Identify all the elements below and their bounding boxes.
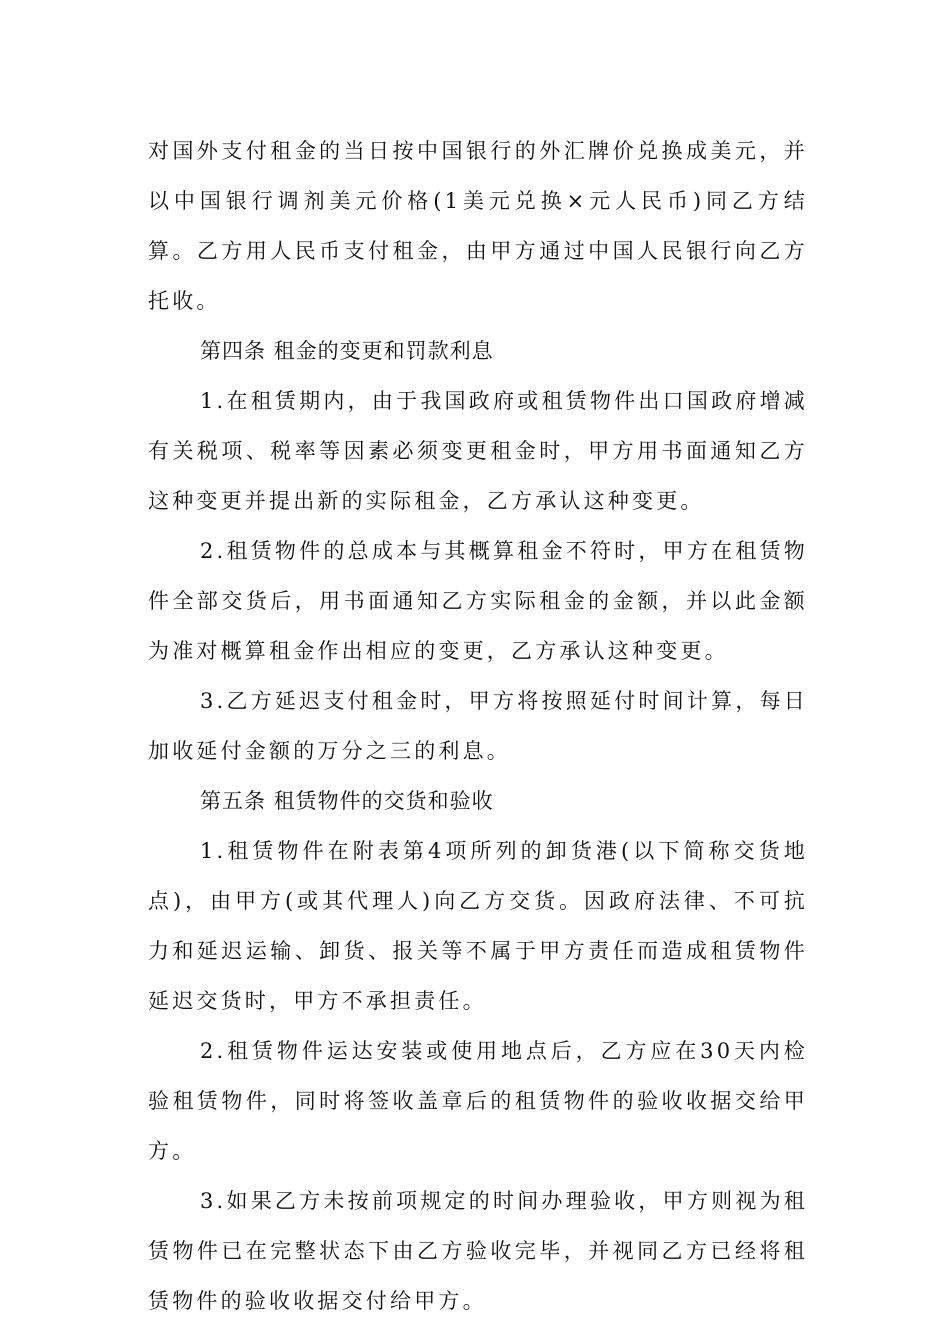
- article-5-heading: 第五条 租赁物件的交货和验收: [200, 789, 494, 813]
- article-4-heading: 第四条 租金的变更和罚款利息: [200, 339, 494, 363]
- article-5-clause-1: 1.租赁物件在附表第4项所列的卸货港(以下简称交货地点)，由甲方(或其代理人)向乙方交货。因政府法律、不可抗力和延迟运输、卸货、报关等不属于甲方责任而造成租赁物件延迟交货时，甲方不承担责任。: [148, 839, 808, 1013]
- article-5-clause-3: 3.如果乙方未按前项规定的时间办理验收，甲方则视为租赁物件已在完整状态下由乙方验收完毕，并视同乙方已经将租赁物件的验收收据交付给甲方。: [148, 1189, 808, 1313]
- paragraph-payment-settlement: 对国外支付租金的当日按中国银行的外汇牌价兑换成美元，并以中国银行调剂美元价格(1美元兑换×元人民币)同乙方结算。乙方用人民币支付租金，由甲方通过中国人民银行向乙方托收。: [148, 139, 808, 313]
- article-4-clause-2: 2.租赁物件的总成本与其概算租金不符时，甲方在租赁物件全部交货后，用书面通知乙方实际租金的金额，并以此金额为准对概算租金作出相应的变更，乙方承认这种变更。: [148, 539, 808, 663]
- article-5-clause-2: 2.租赁物件运达安装或使用地点后，乙方应在30天内检验租赁物件，同时将签收盖章后的租赁物件的验收收据交给甲方。: [148, 1039, 808, 1163]
- article-4-clause-1: 1.在租赁期内，由于我国政府或租赁物件出口国政府增减有关税项、税率等因素必须变更租金时，甲方用书面通知乙方这种变更并提出新的实际租金，乙方承认这种变更。: [148, 389, 808, 513]
- document-body: [148, 126, 808, 1326]
- article-4-clause-3: 3.乙方延迟支付租金时，甲方将按照延付时间计算，每日加收延付金额的万分之三的利息。: [148, 689, 808, 763]
